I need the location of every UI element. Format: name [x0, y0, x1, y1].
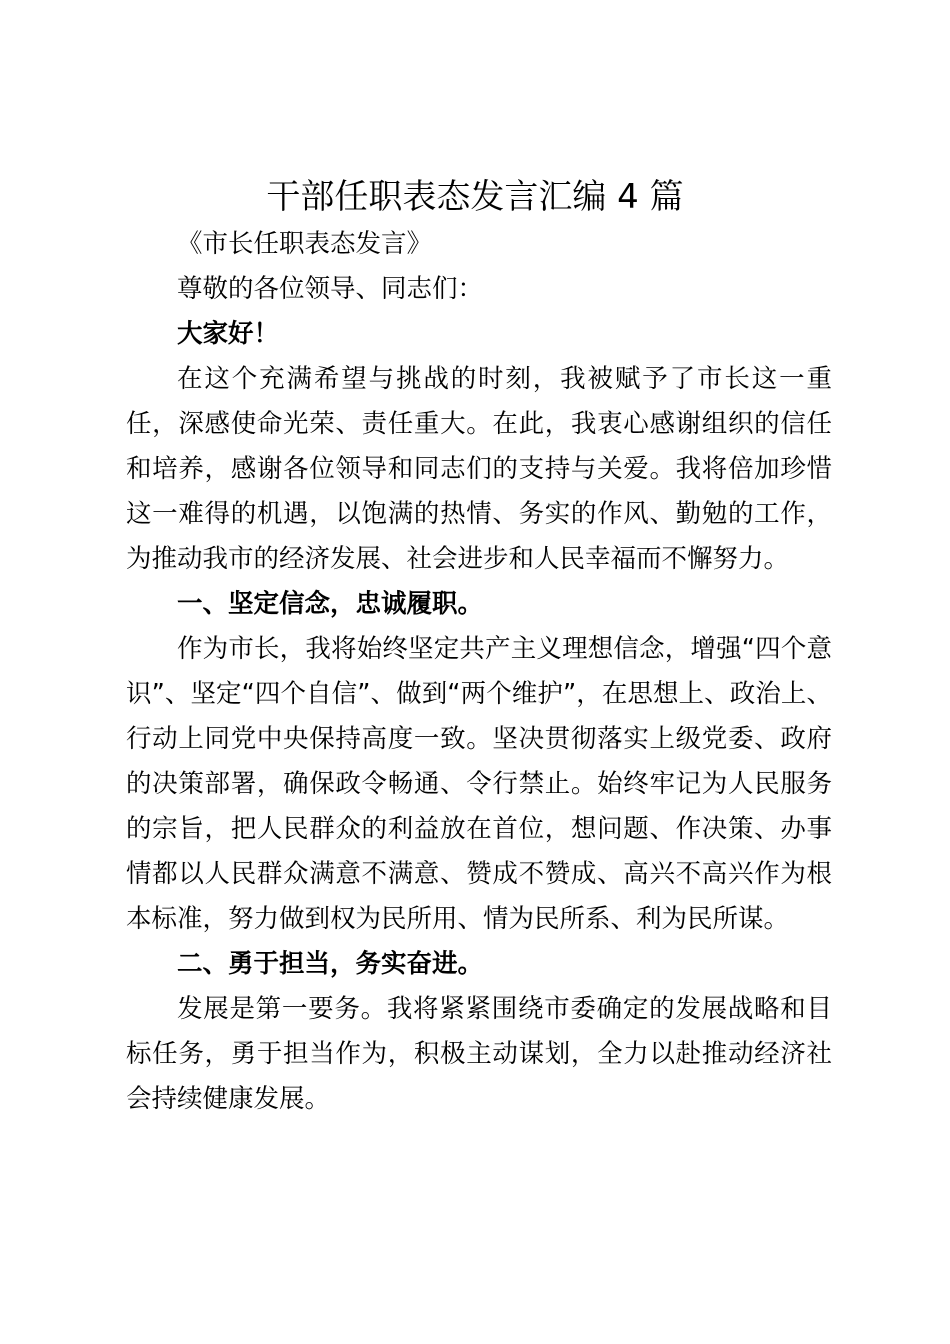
document-title: 干部任职表态发言汇编 4 篇 — [266, 177, 684, 217]
greeting: 大家好！ — [177, 319, 280, 349]
body-paragraph: 在这个充满希望与挑战的时刻，我被赋予了市长这一重任，深感使命光荣、责任重大。在此，我衷心感谢组织的信任和培养，感谢各位领导和同志们的支持与关爱。我将倍加珍惜这一难得的机遇，以饱满的热情、务实的作风、勤勉的工作，为推动我市的经济发展、社会进步和人民幸福而不懈努力。 — [126, 364, 832, 574]
section-heading-1: 一、坚定信念，忠诚履职。 — [177, 589, 484, 619]
speech-subtitle: 《市长任职表态发言》 — [177, 229, 433, 259]
salutation: 尊敬的各位领导、同志们： — [177, 274, 484, 304]
document-body — [126, 222, 832, 1122]
section-heading-2: 二、勇于担当，务实奋进。 — [177, 949, 484, 979]
body-paragraph: 发展是第一要务。我将紧紧围绕市委确定的发展战略和目标任务，勇于担当作为，积极主动谋划，全力以赴推动经济社会持续健康发展。 — [126, 994, 832, 1114]
body-paragraph: 作为市长，我将始终坚定共产主义理想信念，增强“四个意识”、坚定“四个自信”、做到“两个维护”，在思想上、政治上、行动上同党中央保持高度一致。坚决贯彻落实上级党委、政府的决策部署，确保政令畅通、令行禁止。始终牢记为人民服务的宗旨，把人民群众的利益放在首位，想问题、作决策、办事情都以人民群众满意不满意、赞成不赞成、高兴不高兴作为根本标准，努力做到权为民所用、情为民所系、利为民所谋。 — [126, 634, 832, 934]
